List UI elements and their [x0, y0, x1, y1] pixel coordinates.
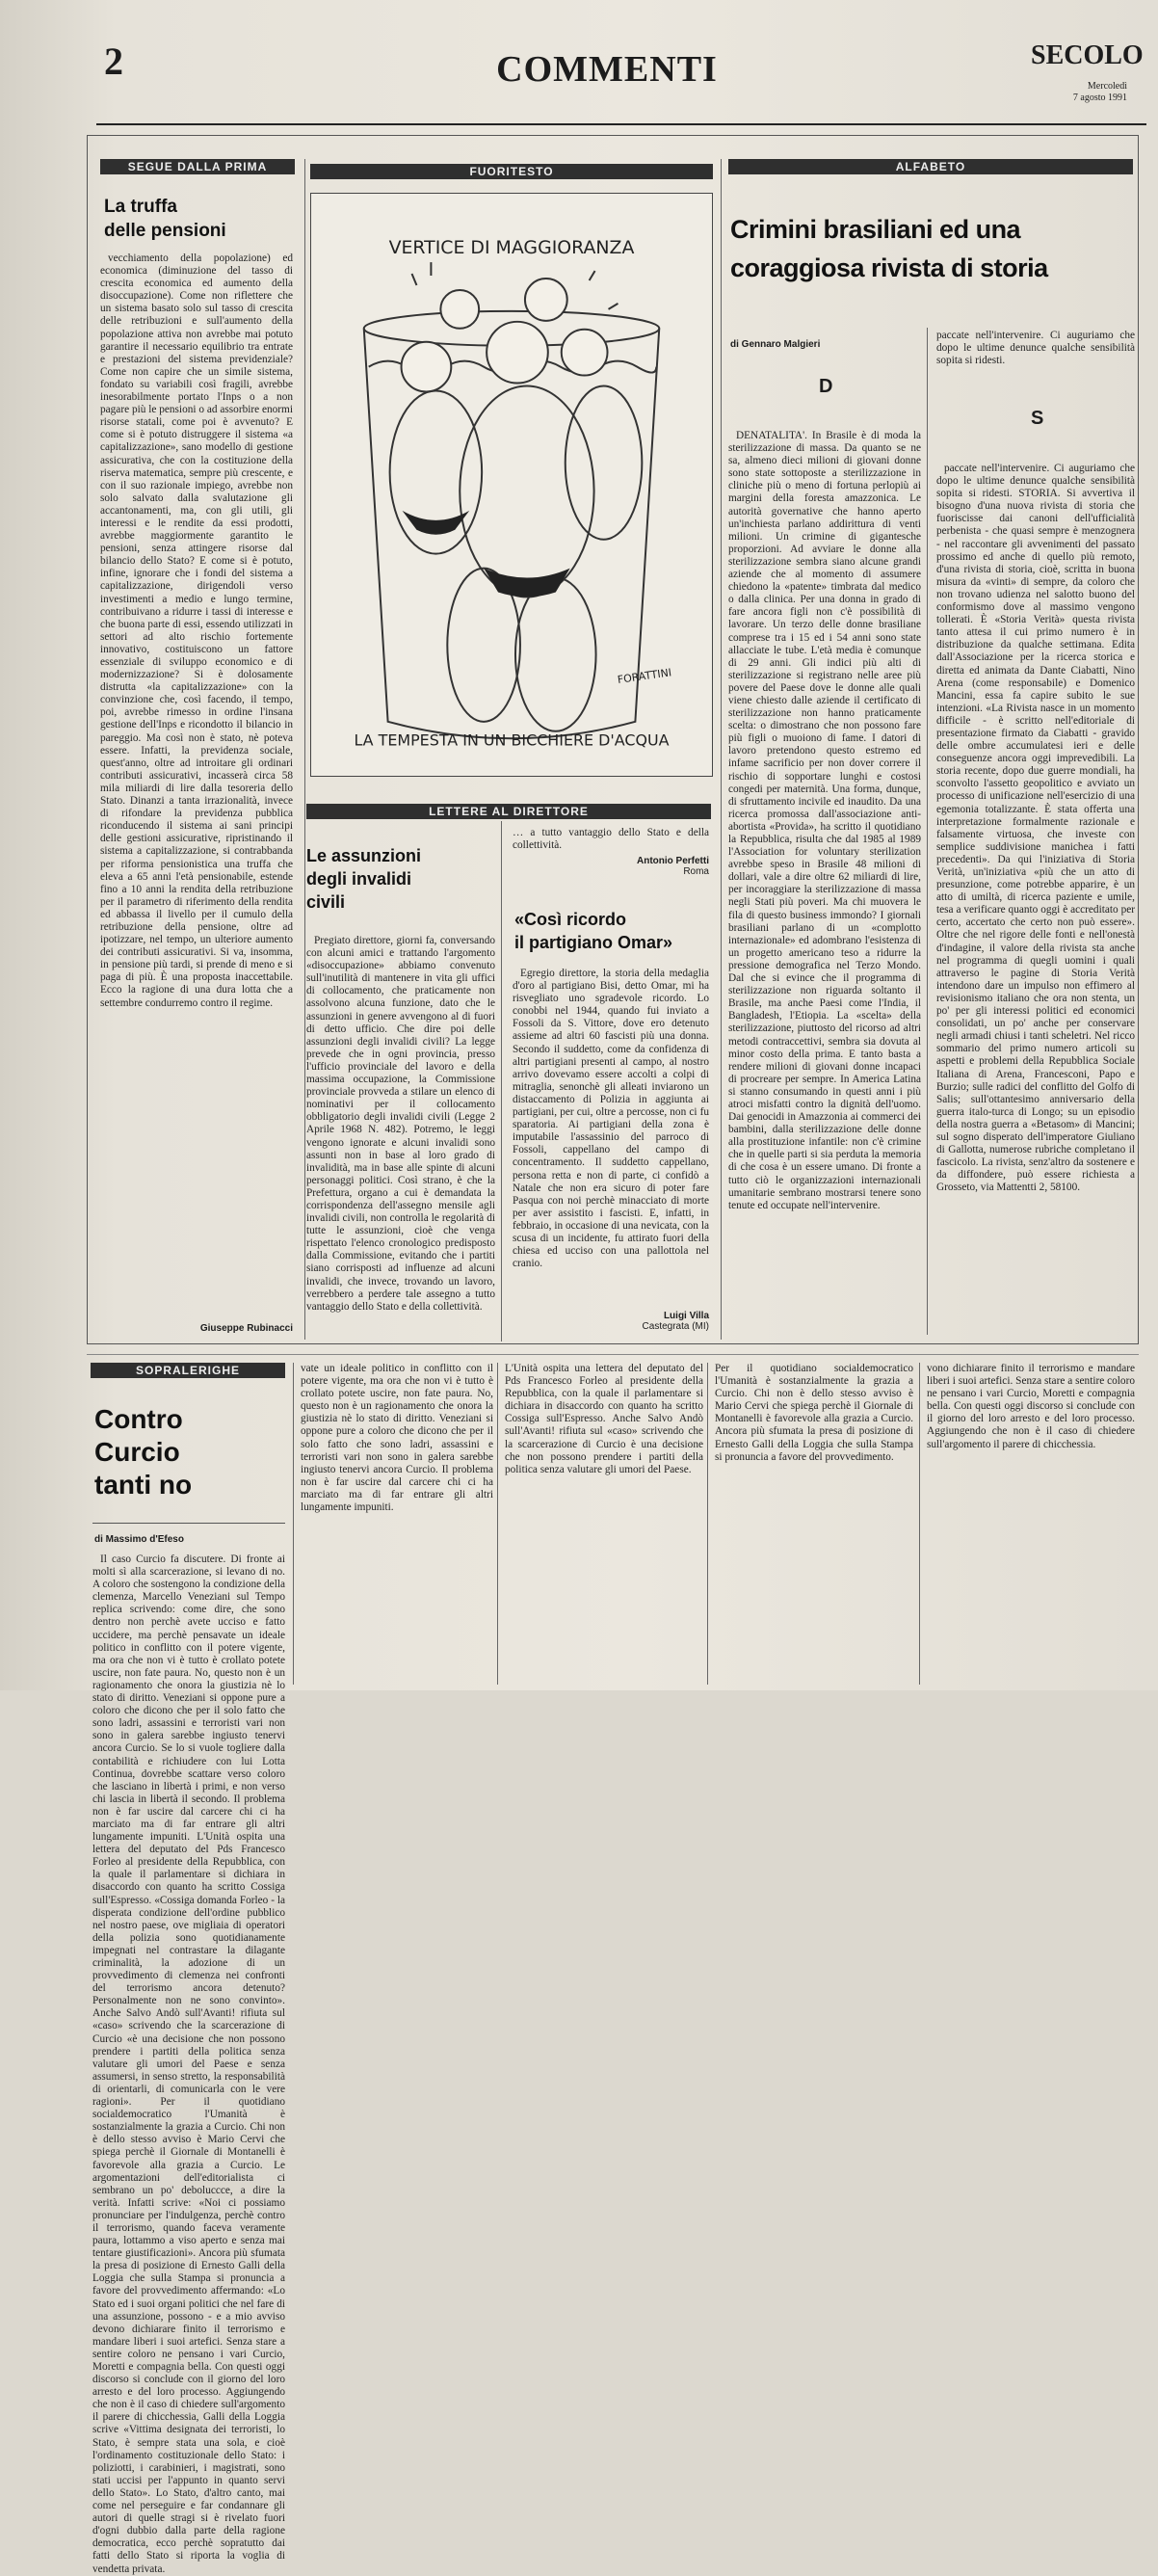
left-article-title-line1: La truffa: [104, 197, 177, 217]
letter2-author-name: Luigi Villa: [663, 1311, 709, 1321]
right-article-text1: DENATALITA'. In Brasile è di moda la sterilizzazione di massa. Da quanto se ne sa, almeno dieci milioni di giovani donne sono state sottoposte a sterilizzazione in cliniche più o meno di fortuna perlopiù ai margini della foresta amazzonica. Le autorità governative che hanno aperto un'inchiesta parlano addirittura di venti milioni. Un crimine di gigantesche proporzioni. Ad avviare le donne alla sterilizzazione sembra siano alcune grandi aziende che al momento di assumere chiedono la «patente» timbrata dal medico o dalla clinica. Per una donna in grado di fare ancora figli non c'è possibilità di lavorare. Un terzo delle donne brasiliane comprese tra i 15 ed i 54 anni sono state allacciate le tube. L'età media è comunque di 29 anni. Gli indici più alti di sterilizzazione si registrano nelle aree più povere del Paese dove le donne alle quali viene chiesto dalle aziende il certificato di sterilizzazione non hanno praticamente scelta: o dimostrano che non possono fare più figli o muoiono di fame. I datori di lavoro pretendono questo estremo ed infame sacrificio per non dover correre il rischio di sopportare lunghi e costosi congedi per maternità. Una forma, dunque, di sfruttamento incivile ed inaudito. Da una ricerca promossa dall'associazione anti-abortista «Provida», ha scritto il quotidiano la Repubblica, risulta che dal 1985 al 1989 l'Association for voluntary sterilization avrebbe speso in Brasile 48 milioni di dollari, vale a dire oltre 62 miliardi di lire, per incoraggiare la sterilizzazione di massa negli Stati più poveri. Ma chi muovera le fila di questo business immondo? I giornali brasiliani parlano di un «complotto internazionale» ed adombrano l'esistenza di un progetto americano teso a ridurre la pressione demografica nel Terzo Mondo. Dal che si evince che il programma di sterilizzazione non riguarda soltanto il Brasile, ma anche Paesi come l'India, il Bangladesh, l'Etiopia. La «scelta» della sterilizzazione, piuttosto del ricorso ad altri metodi contraccettivi, sembra sia dovuta al minor costo della prima. E tanto basta a rendere milioni di giovani donne incapaci di procreare per sempre. In America Latina si stanno consumando in questi anni i più atroci misfatti contro la dignità dell'uomo. Dai genocidi in Amazzonia ai commerci dei bambini, dalla sterilizzazione delle donne alla prostituzione infantile: non c'è crimine che in quelle parti si sia perduta la memoria di che cosa è un essere umano. Di fronte a tutto ciò le organizzazioni internazionali umanitarie sembrano mostrarsi tenere sono tenute ed occupate nell'intervenire.: [728, 430, 921, 1211]
left-article-text: vecchiamento della popolazione) ed economica (diminuzione del tasso di crescita economica ed aumento della disoccupazione). Come non riflettere che un sistema basato solo sul tasso di crescita delle retribuzioni e sull'aumento della popolazione attiva non avrebbe mai potuto garantire il necessario equilibrio tra entrate e prestazioni del sistema previdenziale? Come non capire che un simile sistema, fondato su variabili così fragili, avrebbe inesorabilmente portato l'Inps o a non pagare più le pensioni o ad assorbire enormi risorse statali, come poi è avvenuto? E come si è potuto distruggere il sistema «a capitalizzazione», sano modello di gestione assicurativa, che con la costituzione della riserva matematica, sempre più crescente, e con il suo razionale impiego, avrebbe non solo salvato dalla svalutazione gli accantonamenti, ma, con gli utili, gli interessi e le rendite da essi prodotti, avrebbe maggiormente garantito le pensioni, senza attingere risorse dal bilancio dello Stato? E come si è potuto, infine, ignorare che i fondi del sistema a capitalizzazione, dirigendoli verso investimenti a medio e lungo termine, contribuivano a ridurre i tassi di interesse e che buona parte di essi, essendo utilizzati in settori ad alto rischio fortemente innovativo, costituiscono un fattore essenziale di sviluppo economico e di modernizzazione? Si è dolosamente distrutta «la capitalizzazione» con la convinzione che, così facendo, il tempo, poi, avrebbe rimesso in ordine l'insana gestione dell'Inps e ricondotto il bilancio in pareggio. Ma così non è stato, nè poteva essere. Infatti, la previdenza sociale, quest'anno, oltre ad introitare gli ordinari contributi assicurativi, incasserà circa 58 mila miliardi di lire dalla tesoreria dello Stato. Dinanzi a tanta irrazionalità, invece di rifondare la previdenza pubblica riconducendo il sistema ai sani principi delle gestioni assicurative, ripristinando il sistema a capitalizzazione, si contrabbanda per riforma pensionistica una truffa che eleva a 65 anni l'età pensionabile, estende fino a 10 anni la rendita della retribuzione per il parametro di riferimento della rendita ed abbassa il livello per il cumulo della retribuzione della pensione, oltre ad ipotizzare, nel tempo, un ulteriore aumento dei contributi assicurativi. Si va, insomma, in pensione più tardi, si prende di meno e si paga di più. È una proposta inaccettabile. Ecco la ragione di una dura lotta che a settembre condurremo contro il regime.: [100, 252, 293, 1009]
masthead-date-text: 7 agosto 1991: [1072, 93, 1127, 103]
letter2-title: [514, 908, 711, 954]
right-article-dropcap-s: S: [1031, 408, 1044, 429]
section-band-alfabeto: ALFABETO: [728, 159, 1133, 174]
figure-body: [566, 385, 643, 539]
column-divider: [707, 1363, 708, 1685]
column-divider: [497, 1363, 498, 1685]
right-article-body-col2: [936, 463, 1135, 1335]
section-band-lettere: LETTERE AL DIRETTORE: [306, 804, 711, 819]
right-article-title-line2: coraggiosa rivista di storia: [730, 253, 1048, 282]
letter1-author-city: Roma: [683, 866, 709, 877]
left-article-title: [104, 195, 297, 243]
left-article-author: Giuseppe Rubinacci: [199, 1323, 293, 1334]
bottom-title-rule: [92, 1523, 285, 1524]
letter1-title: [306, 844, 489, 914]
bottom-article-col1: [92, 1554, 285, 2575]
page-number: 2: [104, 40, 123, 83]
left-article-body: [100, 252, 293, 1303]
letter2-author: [513, 1311, 709, 1332]
right-article-title: [730, 210, 1135, 287]
bottom-article-title-line3: tanti no: [94, 1470, 193, 1500]
figure-head: [562, 330, 608, 376]
bottom-article-col4: Per il quotidiano socialdemocratico l'Umanità è sostanzialmente la grazia a Curcio. Chi non è dello stesso avviso è Mario Cervi che spiega perchè il Giornale di Montanelli è favorevole alla grazia a Curcio. Ancora più sfumata la presa di posizione di Ernesto Galli della Loggia che sulla Stampa si pronuncia a favore del provvedimento.: [715, 1363, 913, 1463]
right-article-body-col1: [728, 430, 921, 1341]
bottom-article-col5: vono dichiarare finito il terrorismo e mandare liberi i suoi artefici. Senza stare a sentire coloro ne pensano i vari Curcio, Moretti e compagnia bella. Con questi oggi discorso si conclude con il giorno del loro arresto e del loro processo. Aggiungendo che non è il caso di chiedere sull'argomento il parere di chicchessia.: [927, 1363, 1135, 1450]
bottom-article-title-line1: Contro: [94, 1404, 183, 1434]
letter2-title-line2: il partigiano Omar»: [514, 933, 673, 952]
letter2-author-city: Castegrata (MI): [642, 1321, 709, 1332]
bottom-article-text-col1: Il caso Curcio fa discutere. Di fronte ai molti sì alla scarcerazione, si levano di no. A coloro che sostengono la condizione della clemenza, Marcello Veneziani sul Tempo replica scrivendo: come dire, che sono dentro non perchè avete ucciso e fatto uccidere, ma perchè pensavate un ideale politico in conflitto con il potere vigente, ma ora che non vi è tutto è crollato potete uscire, non fate paura. No, questo non è un ragionamento che onora la giustizia nè lo stato di diritto. Veneziani si oppone pure a coloro che dicono che per il solo fatto che sono ladri, assassini e terroristi vari non sono in galera sarebbe ingiusto tenervi ancora Curcio. Se lo si vuole togliere dalla contabilità e richiudere con lui Lotta Continua, dovrebbe scattare verso coloro che lasciano in libertà i primi, e non verso chi lascia in libertà il secondo. Il problema non è far uscire dal carcere chi ci ha marciato ma di far entrare gli altri lungamente impuniti. L'Unità ospita una lettera del deputato del Pds Francesco Forleo al presidente della Repubblica, con la quale il parlamentare si dichiara in disaccordo con quanto ha scritto Cossiga sull'Espresso. «Cossiga domanda Forleo - la disperata condizione dell'ordine pubblico nel nostro paese, ove migliaia di operatori della polizia sono quotidianamente impegnati nel contrastare la dilagante criminalità, la adozione di un provvedimento di clemenza nei confronti del terrorismo ancora detenuto? Personalmente non ne sono convinto». Anche Salvo Andò sull'Avanti! rifiuta sul «caso» scrivendo che la scarcerazione di Curcio «è una decisione che non possono prendere i partiti della politica senza valutare gli umori del Paese e senza assumersi, in senso stretto, la responsabilità di orientarli, di comunicarla con le vere ragioni». Per il quotidiano socialdemocratico l'Umanità è sostanzialmente la grazia a Curcio. Chi non è dello stesso avviso è Mario Cervi che spiega perchè il Giornale di Montanelli è favorevole alla grazia a Curcio. Le argomentazioni dell'editorialista ci sembrano un po' deboluccce, a dire la verità. Infatti scrive: «Noi ci possiamo pronunciare per l'indulgenza, perchè contro il terrorismo, quando faceva veramente paura, lottammo a viso aperto e senza mai tentare giustificazioni». Ancora più sfumata la presa di posizione di Ernesto Galli della Loggia che sulla Stampa si pronuncia a favore del provvedimento affermando: «Lo Stato ed i suoi organi politici che nel fare di una assunzione, possono - e a mio avviso devono dichiarare finito il terrorismo e mandare liberi i suoi artefici. Senza stare a sentire coloro ne pensano i vari Curcio, Moretti e compagnia bella. Con questi oggi discorso si conclude con il giorno del loro arresto e del loro processo. Aggiungendo che non è il caso di chiedere sull'argomento il parere di chicchessia, Galli della Loggia scrive «Vittima designata dei terroristi, lo Stato, è sempre stata una sola, e cioè l'ordinamento costituzionale dello Stato: i poliziotti, i carabinieri, i magistrati, sono stati uccisi per l'appunto in quanto servi dello Stato». Lo Stato, d'altro canto, mai come nel perseguire e far condannare gli autori di quelle stragi si è rivelato fuori d'ogni dubbio dalla parte della ragione democratica, ecco perchè sopratutto dai fatti dello Stato si riporta la voglia di vendetta privata.: [92, 1554, 285, 2575]
right-article-dropcap-d: D: [819, 376, 833, 397]
header-rule: [96, 123, 1146, 125]
column-divider: [501, 821, 502, 1341]
letter1-author-name: Antonio Perfetti: [637, 856, 709, 866]
letter1-text: Pregiato direttore, giorni fa, conversando con alcuni amici e trattando l'argomento «disoccupazione» abbiamo convenuto sull'inutilità di mantenere in vita gli uffici di collocamento, che praticamente non assolvono alcuna funzione, dato che le assunzioni in genere avvengono al di fuori di detto ufficio. Che dire poi delle assunzioni degli invalidi civili? La legge prevede che in ogni provincia, presso l'ufficio provinciale del lavoro e della massima occupazione, la Commissione provinciale provveda a stilare un elenco di nominativi per il collocamento obbligatorio degli invalidi civili (Legge 2 Aprile 1968 N. 482). Potremo, le leggi vengono ignorate e alcuni invalidi sono assunti non in base al loro grado di invalidità, ma in base alle spinte di alcuni personaggi politici. Così strano, è che la Prefettura, organo a cui è demandata la corrispondenza dell'assegno mensile agli invalidi civili, non controlla le regolarità di tutte le assunzioni, cioè che venga rispettato l'elenco cronologico predisposto dalla Commissione, evitando che i partiti siano corrisposti ad influenze ad alcuni invalidi, che invece, trovando un lavoro, verrebbero a perdere tale assegno a tutto vantaggio dello Stato e della collettività.: [306, 935, 495, 1313]
masthead-day: Mercoledì: [1087, 81, 1127, 92]
letter2-body: [513, 968, 709, 1301]
figure-head: [440, 290, 479, 329]
bottom-article-col2: vate un ideale politico in conflitto con il potere vigente, ma ora che non vi è tutto è crollato potete uscire, non fate paura. No, questo non è un ragionamento che onora la giustizia nè lo stato di diritto. Veneziani si oppone pure a coloro che dicono che per il solo fatto che sono ladri, assassini e terroristi vari non sono in galera sarebbe ingiusto tenervi ancora Curcio. Il problema non è far uscire dal carcere chi ci ha marciato ma di far entrare gli altri lungamente impuniti.: [301, 1363, 493, 1514]
bottom-separator: [87, 1354, 1139, 1355]
masthead: SECOLO: [1031, 40, 1144, 70]
bottom-article-author: di Massimo d'Efeso: [94, 1534, 184, 1545]
figure-leg: [515, 578, 596, 731]
section-title: COMMENTI: [496, 49, 718, 90]
letter1-author: [513, 856, 709, 877]
cartoon-illustration: [311, 194, 712, 776]
letter2-title-line1: «Così ricordo: [514, 910, 627, 929]
masthead-date: [1069, 81, 1127, 104]
figure-head: [402, 342, 452, 392]
section-band-sopralerighe: SOPRALERIGHE: [91, 1363, 285, 1378]
column-divider: [927, 328, 928, 1335]
figure-head: [487, 322, 548, 384]
column-divider: [919, 1363, 920, 1685]
section-band-fuoritesto: FUORITESTO: [310, 164, 713, 179]
cartoon: [310, 193, 713, 777]
letter1-closing: … a tutto vantaggio dello Stato e della collettività.: [513, 827, 709, 852]
cartoon-signature: FORATTINI: [617, 666, 672, 686]
column-divider: [721, 159, 722, 1340]
letter1-title-line1: Le assunzioni: [306, 846, 422, 865]
section-band-segue: SEGUE DALLA PRIMA: [100, 159, 295, 174]
left-article-title-line2: delle pensioni: [104, 221, 226, 241]
bottom-article-col3: L'Unità ospita una lettera del deputato del Pds Francesco Forleo al presidente della Repubblica, con la quale il parlamentare si dichiara in disaccordo con quanto ha scritto Cossiga sull'Espresso. Anche Salvo Andò sull'Avanti! rifiuta sul «caso» scrivendo che la scarcerazione di Curcio è una decisione che non possono prendere i partiti della politica senza valutare gli umori del Paese.: [505, 1363, 703, 1475]
right-article-title-line1: Crimini brasiliani ed una: [730, 215, 1021, 244]
letter1-body-part1: [306, 935, 495, 1335]
right-article-text2: paccate nell'intervenire. Ci auguriamo che dopo le ultime denunce qualche sensibilità sopita si ridesti. STORIA. Si avvertiva il bisogno d'una nuova rivista di storia che fuoriscisse dai canoni dell'ufficialità perbenista - che quasi sempre è menzognera - nel raccontare gli avvenimenti del passato prossimo ed anche di quello più remoto, d'una rivista di storia, cioè, scritta in buona misura da «vinti» di sempre, da coloro che non trovano udienza nel salotto buono del conformismo dove al massimo vengono tollerati. È «Storia Verità» questa rivista tanto attesa il cui primo numero è in distribuzione da qualche settimana. Edita dall'Associazione per la ricerca storica e diretta ed animata da Dante Ciabatti, Nino Arena (come responsabile) e Domenico Mancini, essa fa capire subito le sue intenzioni. «La Rivista nasce in un momento difficile - è scritto nell'editoriale di presentazione firmato da Ciabatti - gravido delle ombre accumulatesi ieri e delle conseguenze ancora oggi imprevedibili. La storia recente, dopo due guerre mondiali, ha sconvolto l'assetto geopolitico e avviato un processo di unificazione nell'esercizio di una egemonia totalizzante. È stata offerta una interpretazione formalmente razionale e falsamente virtuosa, che investe con semplice suddivisione manichea i fatti precedenti». Da qui l'iniziativa di Storia Verità, un'iniziativa «più che un atto di presunzione, come potrebbe apparire, è un atto di umiltà, di ricerca paziente e umile, tesa a verificare quanto oggi è accreditato per certo, accertato che certo non può essere». Oltre che nel rigore delle fonti e nell'onestà d'indagine, il valore della rivista sta anche nel programma di quegli uomini i quali attraverso le pagine di Storia Verità intendono dare un impulso non effimero al revisionismo italiano che ora non stenta, un po' per gli interessi politici ed economici consolidati, un po' anche per conservare negli armadi chiusi i tanti scheletri. Nel ricco sommario del primo numero articoli su aspetti e problemi della Repubblica Sociale Italiana di Arena, Francesconi, Papo e Burzio; sulle radici del conflitto del Golfo di Salis; sull'ottantesimo anniversario della guerra italo-turca di Longo; su un episodio della nostra guerra a «Betasom» di Mancini; sul sogno disperato dell'imperatore Giuliano di Gallotta, numerose rubriche completano il fascicolo. La rivista, senz'altro da sostenere e da diffondere, può essere richiesta a Grosseto, via Mattentti 2, 58100.: [936, 463, 1135, 1194]
column-divider: [304, 159, 305, 1340]
figure-head: [525, 279, 567, 321]
column-divider: [293, 1363, 294, 1685]
swimsuit: [403, 511, 470, 535]
letter2-text: Egregio direttore, la storia della medaglia d'oro al partigiano Bisi, detto Omar, mi ha risvegliato uno sgradevole ricordo. Lo conobbi nel 1944, quando fui inviato a Fossoli da S. Vittore, dove ero detenuto assieme ad altri 60 fascisti più una donna. Secondo il suddetto, come da confidenza di altri partigiani presenti al campo, al nostro arrivo dovevamo essere accolti a colpi di mitraglia, senonchè gli alleati inviarono un distaccamento di Polizia in aggiunta ai partigiani, per cui, oltre a percosse, non ci fu sparatoria. Ai partigiani della zona è imputabile l'assassinio del parroco di Fossoli, cappellano del campo di concentramento. Il suddetto cappellano, persona retta e non di parte, ci confidò a Natale che non era sicuro di poter fare Pasqua con noi perchè minacciato di morte per aver assistito i fascisti. E, infatti, in febbraio, in occasione di una nevicata, con la scusa di un incidente, fu attirato fuori della chiesa ed ucciso con una pallottola nel cranio.: [513, 968, 709, 1270]
bottom-article-title-line2: Curcio: [94, 1437, 180, 1467]
letter1-title-line3: civili: [306, 892, 346, 912]
right-article-author: di Gennaro Malgieri: [730, 339, 821, 350]
letter1-title-line2: degli invalidi: [306, 869, 412, 889]
cartoon-bottom-caption: LA TEMPESTA IN UN BICCHIERE D'ACQUA: [354, 730, 670, 750]
right-article-col2-top: paccate nell'intervenire. Ci auguriamo che dopo le ultime denunce qualche sensibilità sopita si ridesti.: [936, 330, 1135, 367]
cartoon-top-caption: VERTICE DI MAGGIORANZA: [388, 237, 635, 259]
bottom-article-title: [94, 1403, 287, 1501]
